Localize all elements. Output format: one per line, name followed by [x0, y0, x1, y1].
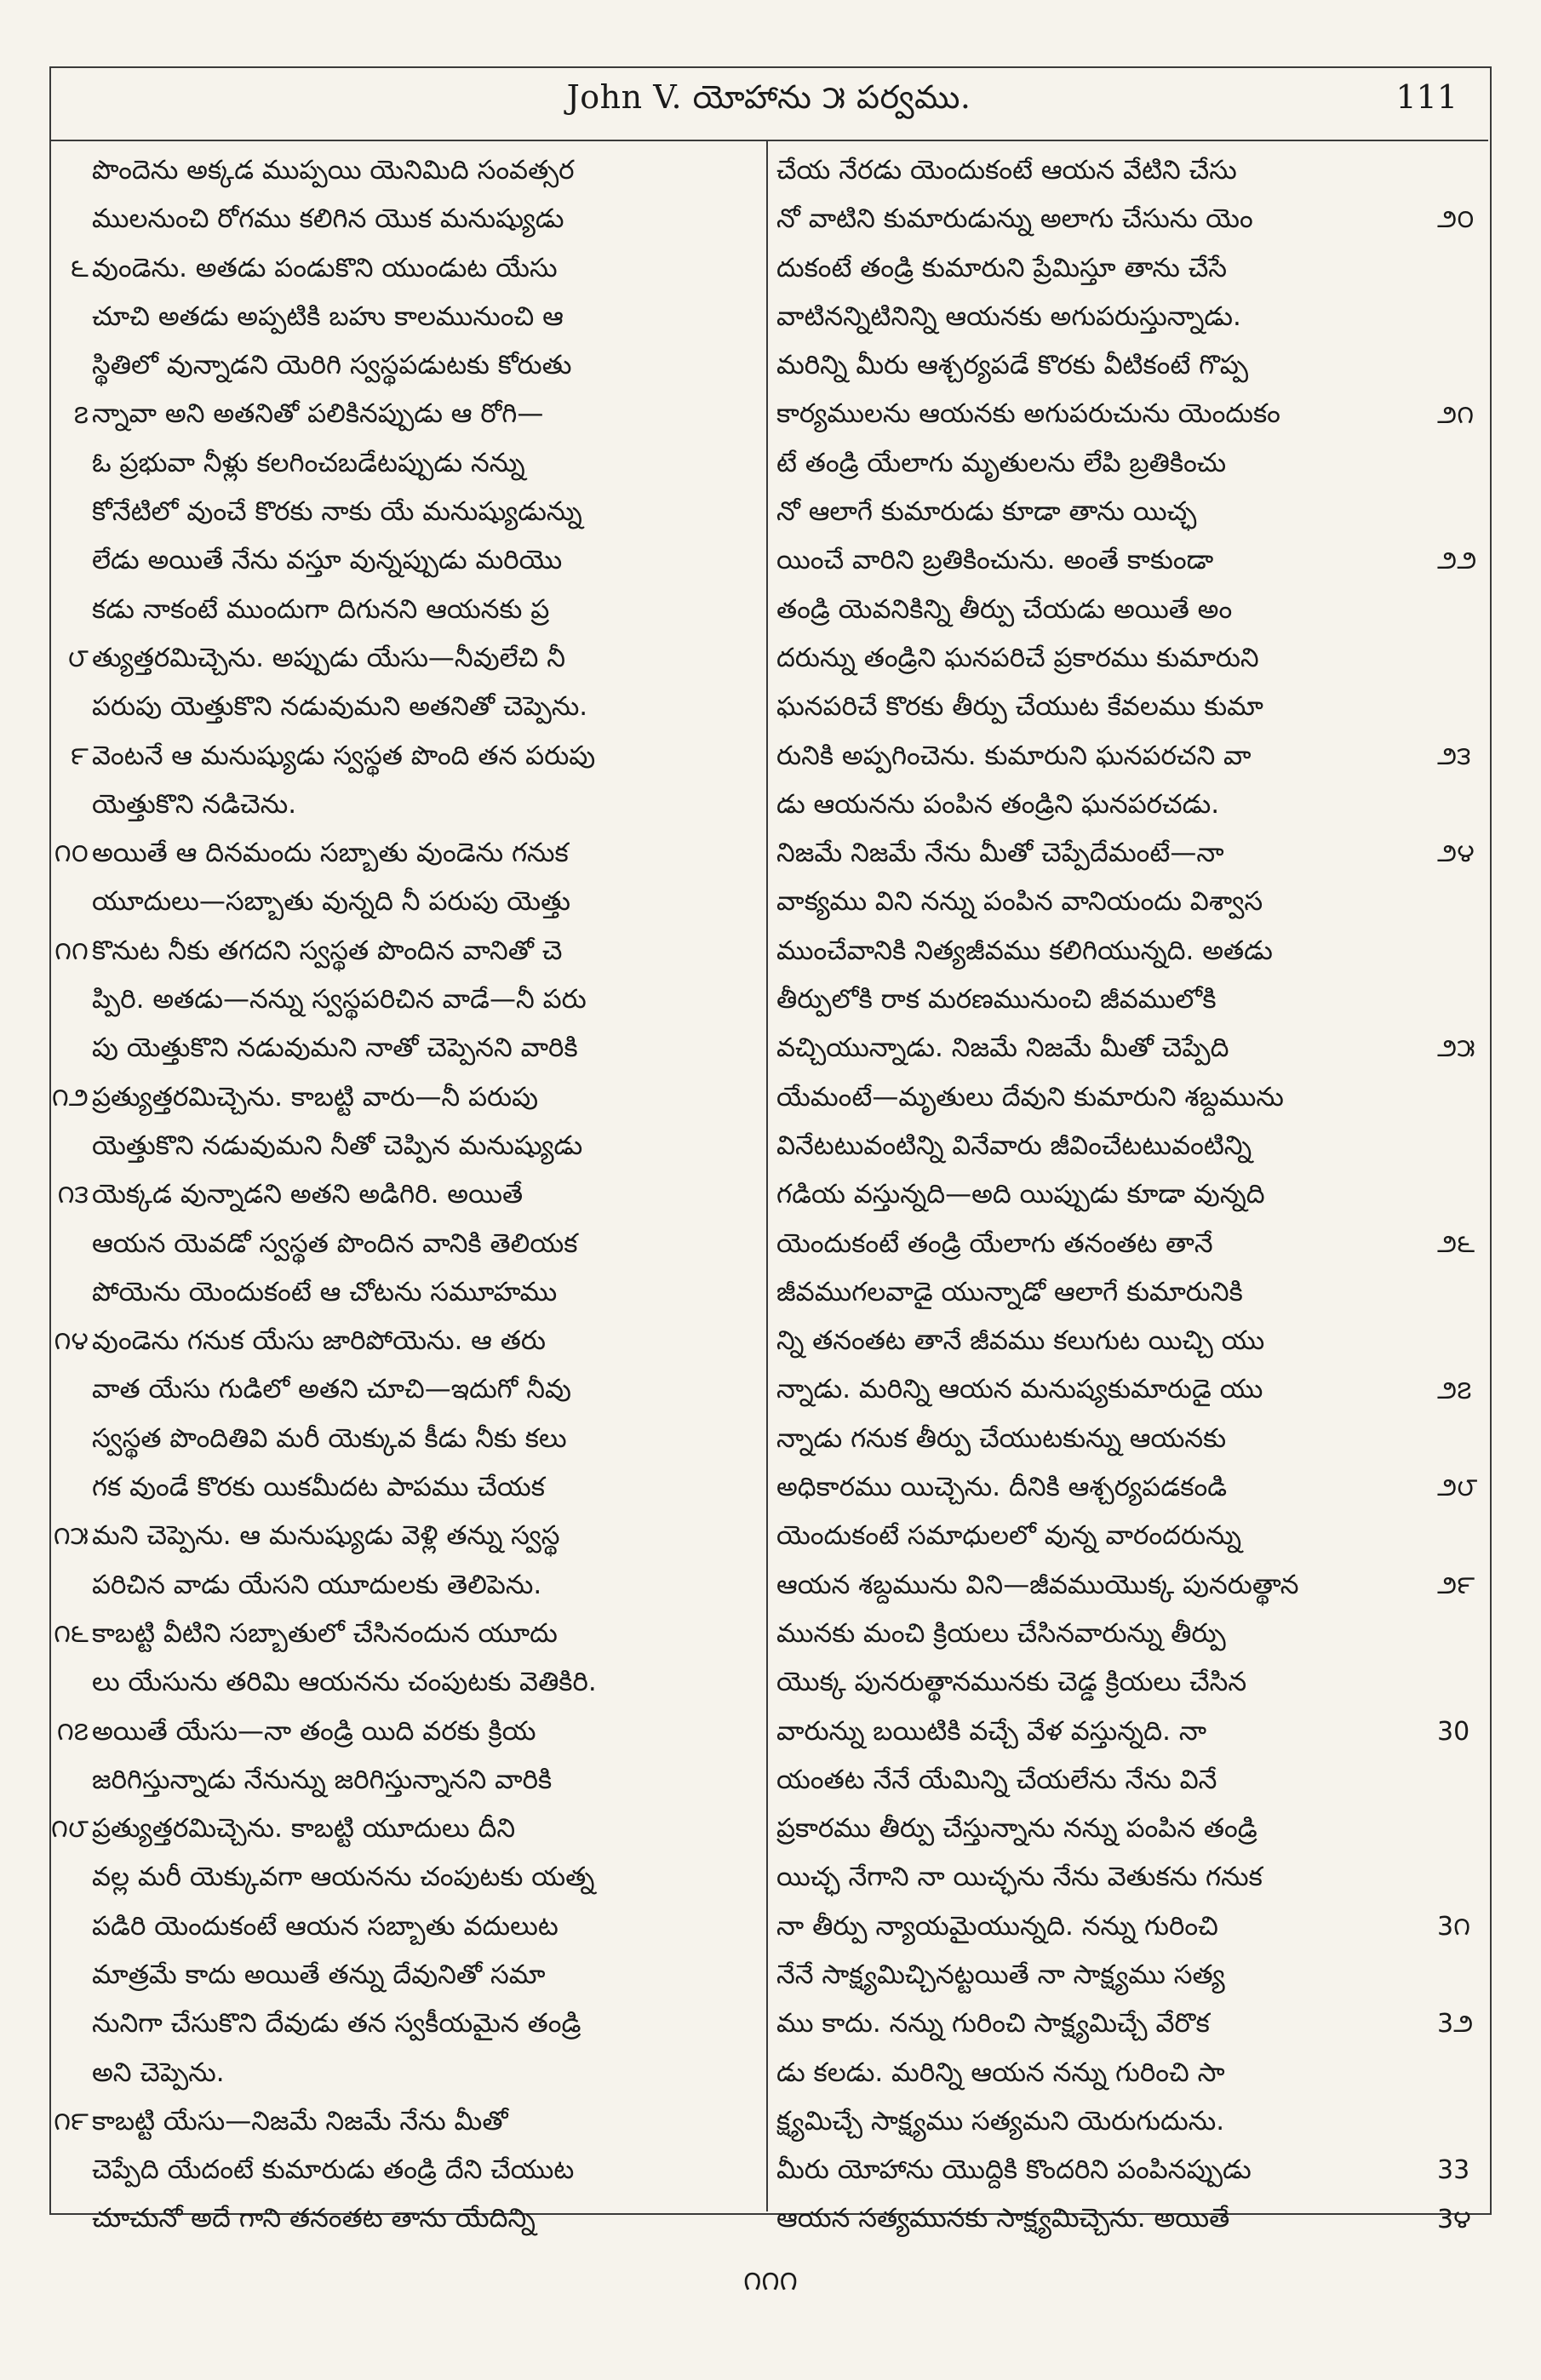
text-line: యెత్తుకొని నడిచెను. [92, 788, 297, 820]
verse-number: ౧౦ [54, 838, 89, 869]
verse-number: ౮ [67, 644, 89, 673]
text-line: న్నావా అని అతనితో పలికినప్పుడు ఆ రోగి— [92, 398, 544, 430]
column-divider [766, 140, 768, 2211]
verse-number: ౨౫ [1437, 1033, 1475, 1064]
text-line: చూచి అతడు అప్పటికి బహు కాలమునుంచి ఆ [92, 300, 564, 332]
verse-number: ౧౩ [57, 1180, 89, 1210]
text-line: చేయ నేరడు యెందుకంటే ఆయన వేటిని చేసు [776, 155, 1237, 186]
text-line: పోయెను యెందుకంటే ఆ చోటను సమూహము [92, 1276, 558, 1307]
text-line: కోనేటిలో వుంచే కొరకు నాకు యే మనుష్యుడున్ను [92, 496, 582, 528]
text-line: వాటినన్నిటినిన్ని ఆయనకు అగుపరుస్తున్నాడు. [776, 300, 1241, 332]
verse-number: 33 [1437, 2155, 1470, 2186]
text-line: చూచునో అదే గాని తనంతట తాను యేదిన్ని [92, 2203, 536, 2234]
text-line: ప్రకారము తీర్పు చేస్తున్నాను నన్ను పంపిన తండ్రి [776, 1813, 1257, 1845]
text-line: పరిచిన వాడు యేసని యూదులకు తెలిపెను. [92, 1569, 542, 1600]
text-line: నో వాటిని కుమారుడున్ను అలాగు చేసును యెం [776, 203, 1253, 235]
page-header [49, 66, 1488, 141]
text-line: న్నాడు. మరిన్ని ఆయన మనుష్యకుమారుడై యు [776, 1374, 1263, 1405]
text-line: దరున్ను తండ్రిని ఘనపరిచే ప్రకారము కుమారుని [776, 642, 1259, 673]
text-line: మరిన్ని మీరు ఆశ్చర్యపడే కొరకు వీటికంటే గొప్ప [776, 350, 1249, 381]
verse-number: ౨౩ [1437, 741, 1471, 771]
verse-number: ౧౪ [54, 1326, 89, 1357]
verse-number: ౨౯ [1437, 1570, 1475, 1600]
text-line: వాత యేసు గుడిలో అతని చూచి—ఇదుగో నీవు [92, 1374, 571, 1405]
verse-number: ౧౧ [54, 935, 89, 966]
text-line: వుండెను గనుక యేసు జారిపోయెను. ఆ తరు [92, 1325, 546, 1357]
text-line: అని చెప్పెను. [92, 2057, 225, 2088]
text-line: ప్పిరి. అతడు—నన్ను స్వస్థపరిచిన వాడే—నీ పరు [92, 984, 587, 1016]
verse-number: ౨౬ [1437, 1228, 1475, 1259]
text-line: ఓ ప్రభువా నీళ్లు కలగించబడేటప్పుడు నన్ను [92, 447, 525, 478]
text-line: కడు నాకంటే ముందుగా దిగునని ఆయనకు ప్ర [92, 593, 550, 625]
text-line: పొందెను అక్కడ ముప్పయి యెనిమిది సంవత్సర [92, 155, 575, 186]
text-line: ఘనపరిచే కొరకు తీర్పు చేయుట కేవలము కుమా [776, 691, 1263, 723]
text-line: డు ఆయనను పంపిన తండ్రిని ఘనపరచడు. [776, 788, 1220, 820]
text-line: యెందుకంటే తండ్రి యేలాగు తనంతట తానే [776, 1227, 1213, 1259]
text-line: దుకంటే తండ్రి కుమారుని ప్రేమిస్తూ తాను చేసే [776, 252, 1228, 283]
verse-number: 3౪ [1437, 2204, 1471, 2234]
text-line: పరుపు యెత్తుకొని నడువుమని అతనితో చెప్పెను. [92, 691, 588, 723]
verse-number: 3౧ [1437, 1911, 1471, 1942]
text-line: జరిగిస్తున్నాడు నేనున్ను జరిగిస్తున్నానని వారికి [92, 1764, 553, 1795]
text-line: నునిగా చేసుకొని దేవుడు తన స్వకీయమైన తండ్రి [92, 2008, 581, 2040]
text-line: రునికి అప్పగించెను. కుమారుని ఘనపరచని వా [776, 740, 1252, 771]
text-line: వెంటనే ఆ మనుష్యుడు స్వస్థత పొంది తన పరుపు [92, 740, 596, 771]
text-line: నేనే సాక్ష్యమిచ్చినట్టయితే నా సాక్ష్యము సత్య [776, 1959, 1225, 1990]
right-text-column [776, 146, 1449, 2234]
text-line: కాబట్టి యేసు—నిజమే నిజమే నేను మీతో [92, 2105, 508, 2137]
verse-number: ౧౨ [51, 1082, 89, 1113]
text-line: యూదులు—సబ్బాతు వున్నది నీ పరుపు యెత్తు [92, 886, 570, 918]
text-line: నిజమే నిజమే నేను మీతో చెప్పేదేమంటే—నా [776, 838, 1224, 869]
verse-number: ౧౭ [56, 1716, 89, 1747]
text-line: గక వుండే కొరకు యికమీదట పాపము చేయక [92, 1472, 545, 1503]
verse-number: ౬ [71, 253, 89, 283]
verse-number: ౧౬ [54, 1619, 89, 1649]
text-line: తీర్పులోకి రాక మరణమునుంచి జీవములోకి [776, 984, 1217, 1016]
text-line: అయితే ఆ దినమందు సబ్బాతు వుండెను గనుక [92, 838, 569, 869]
text-line: ముంచేవానికి నిత్యజీవము కలిగియున్నది. అతడు [776, 935, 1273, 966]
text-line: యించే వారిని బ్రతికించును. అంతే కాకుండా [776, 545, 1214, 576]
left-text-column [92, 146, 765, 2234]
text-line: యంతట నేనే యేమిన్ని చేయలేను నేను వినే [776, 1764, 1217, 1795]
text-line: యెత్తుకొని నడువుమని నీతో చెప్పిన మనుష్యుడు [92, 1130, 583, 1161]
text-line: లేడు అయితే నేను వస్తూ వున్నప్పుడు మరియొ [92, 545, 563, 576]
text-line: స్వస్థత పొందితివి మరీ యెక్కువ కీడు నీకు కలు [92, 1422, 567, 1454]
text-line: కాబట్టి వీటిని సబ్బాతులో చేసినందున యూదు [92, 1617, 558, 1649]
text-line: ప్రత్యుత్తరమిచ్చెను. కాబట్టి యూదులు దీని [92, 1813, 516, 1845]
text-line: ము కాదు. నన్ను గురించి సాక్ష్యమిచ్చే వేరొక [776, 2008, 1210, 2040]
verse-number: ౨౦ [1437, 204, 1475, 235]
text-line: యొక్క పునరుత్థానమునకు చెడ్డ క్రియలు చేసిన [776, 1667, 1247, 1698]
text-line: యిచ్ఛ నేగాని నా యిచ్ఛను నేను వెతుకను గనుక [776, 1862, 1263, 1893]
verse-number: ౧౯ [54, 2107, 89, 2137]
verse-number: ౨౨ [1437, 546, 1477, 576]
text-line: ఆయన యెవడో స్వస్థత పొందిన వానికి తెలియక [92, 1227, 578, 1259]
verse-number: ౧౫ [53, 1521, 89, 1552]
verse-number: ౨౭ [1437, 1375, 1472, 1405]
verse-number: ౨౪ [1437, 838, 1475, 869]
verse-number: ౨౮ [1437, 1473, 1478, 1503]
text-line: యేమంటే—మృతులు దేవుని కుమారుని శబ్దమును [776, 1081, 1284, 1113]
text-line: యెక్కడ వున్నాడని అతని అడిగిరి. అయితే [92, 1179, 524, 1210]
text-line: కొనుట నీకు తగదని స్వస్థత పొందిన వానితో చె [92, 935, 563, 966]
text-line: త్యుత్తరమిచ్చెను. అప్పుడు యేసు—నీవులేచి నీ [92, 642, 565, 673]
verse-number: ౯ [71, 741, 89, 771]
text-line: మునకు మంచి క్రియలు చేసినవారున్ను తీర్పు [776, 1617, 1226, 1649]
text-line: టే తండ్రి యేలాగు మృతులను లేపి బ్రతికించు [776, 447, 1227, 478]
text-line: పు యెత్తుకొని నడువుమని నాతో చెప్పెనని వారికి [92, 1033, 578, 1064]
verse-number: ౨౧ [1437, 399, 1475, 430]
verse-number: ౭ [73, 399, 89, 430]
text-line: వల్ల మరీ యెక్కువగా ఆయనను చంపుటకు యత్న [92, 1862, 595, 1893]
text-line: వచ్చియున్నాడు. నిజమే నిజమే మీతో చెప్పేది [776, 1033, 1229, 1064]
text-line: అయితే యేసు—నా తండ్రి యిది వరకు క్రియ [92, 1715, 536, 1747]
text-line: లు యేసును తరిమి ఆయనను చంపుటకు వెతికిరి. [92, 1667, 597, 1698]
text-line: ప్రత్యుత్తరమిచ్చెను. కాబట్టి వారు—నీ పరుపు [92, 1081, 539, 1113]
text-line: వాక్యము విని నన్ను పంపిన వానియందు విశ్వాస [776, 886, 1263, 918]
verse-number: ౧౮ [51, 1814, 89, 1845]
text-line: తండ్రి యెవనికిన్ని తీర్పు చేయడు అయితే అం [776, 593, 1233, 625]
verse-number: 3౨ [1437, 2009, 1474, 2040]
text-line: గడియ వస్తున్నది—అది యిప్పుడు కూడా వున్నది [776, 1179, 1265, 1210]
text-line: ఆయన సత్యమునకు సాక్ష్యమిచ్చెను. అయితే [776, 2203, 1230, 2234]
text-line: చెప్పేది యేదంటే కుమారుడు తండ్రి దేని చేయుట [92, 2154, 575, 2186]
text-line: డు కలడు. మరిన్ని ఆయన నన్ను గురించి సా [776, 2057, 1225, 2088]
text-line: వినేటటువంటిన్ని వినేవారు జీవించేటటువంటిన్ని [776, 1130, 1252, 1161]
text-line: మాత్రమే కాదు అయితే తన్ను దేవునితో సమా [92, 1959, 546, 1990]
text-line: యెందుకంటే సమాధులలో వున్న వారందరున్ను [776, 1520, 1241, 1552]
text-line: అధికారము యిచ్చెను. దీనికి ఆశ్చర్యపడకండి [776, 1472, 1228, 1503]
verse-number: 30 [1437, 1716, 1470, 1747]
text-line: ములనుంచి రోగము కలిగిన యొక మనుష్యుడు [92, 203, 564, 235]
page-number: 111 [1395, 78, 1458, 116]
text-line: నా తీర్పు న్యాయమైయున్నది. నన్ను గురించి [776, 1910, 1218, 1942]
text-line: మని చెప్పెను. ఆ మనుష్యుడు వెళ్లి తన్ను స్వస్థ [92, 1520, 560, 1552]
text-line: కార్యములను ఆయనకు అగుపరుచును యెందుకం [776, 398, 1280, 430]
text-line: ఆయన శబ్దమును విని—జీవముయొక్క పునరుత్థాన [776, 1569, 1299, 1600]
running-title: John V. యోహాను ౫ పర్వము. [566, 78, 971, 116]
text-line: వారున్ను బయిటికి వచ్చే వేళ వస్తున్నది. నా [776, 1715, 1207, 1747]
text-line: పడిరి యెందుకంటే ఆయన సబ్బాతు వదులుట [92, 1910, 559, 1942]
text-line: వుండెను. అతడు పండుకొని యుండుట యేసు [92, 252, 558, 283]
text-line: జీవముగలవాడై యున్నాడో ఆలాగే కుమారునికి [776, 1276, 1243, 1307]
text-line: న్నాడు గనుక తీర్పు చేయుటకున్ను ఆయనకు [776, 1422, 1227, 1454]
text-line: స్థితిలో వున్నాడని యెరిగి స్వస్థపడుటకు కోరుతు [92, 350, 572, 381]
text-line: మీరు యోహాను యొద్దికి కొందరిని పంపినప్పుడు [776, 2154, 1252, 2186]
text-line: క్ష్యమిచ్చే సాక్ష్యము సత్యమని యెరుగుదును. [776, 2105, 1225, 2137]
text-line: న్ని తనంతట తానే జీవము కలుగుట యిచ్చి యు [776, 1325, 1265, 1357]
printer-signature-mark: ౧౧౧ [743, 2264, 798, 2297]
text-line: నో ఆలాగే కుమారుడు కూడా తాను యిచ్ఛ [776, 496, 1197, 528]
